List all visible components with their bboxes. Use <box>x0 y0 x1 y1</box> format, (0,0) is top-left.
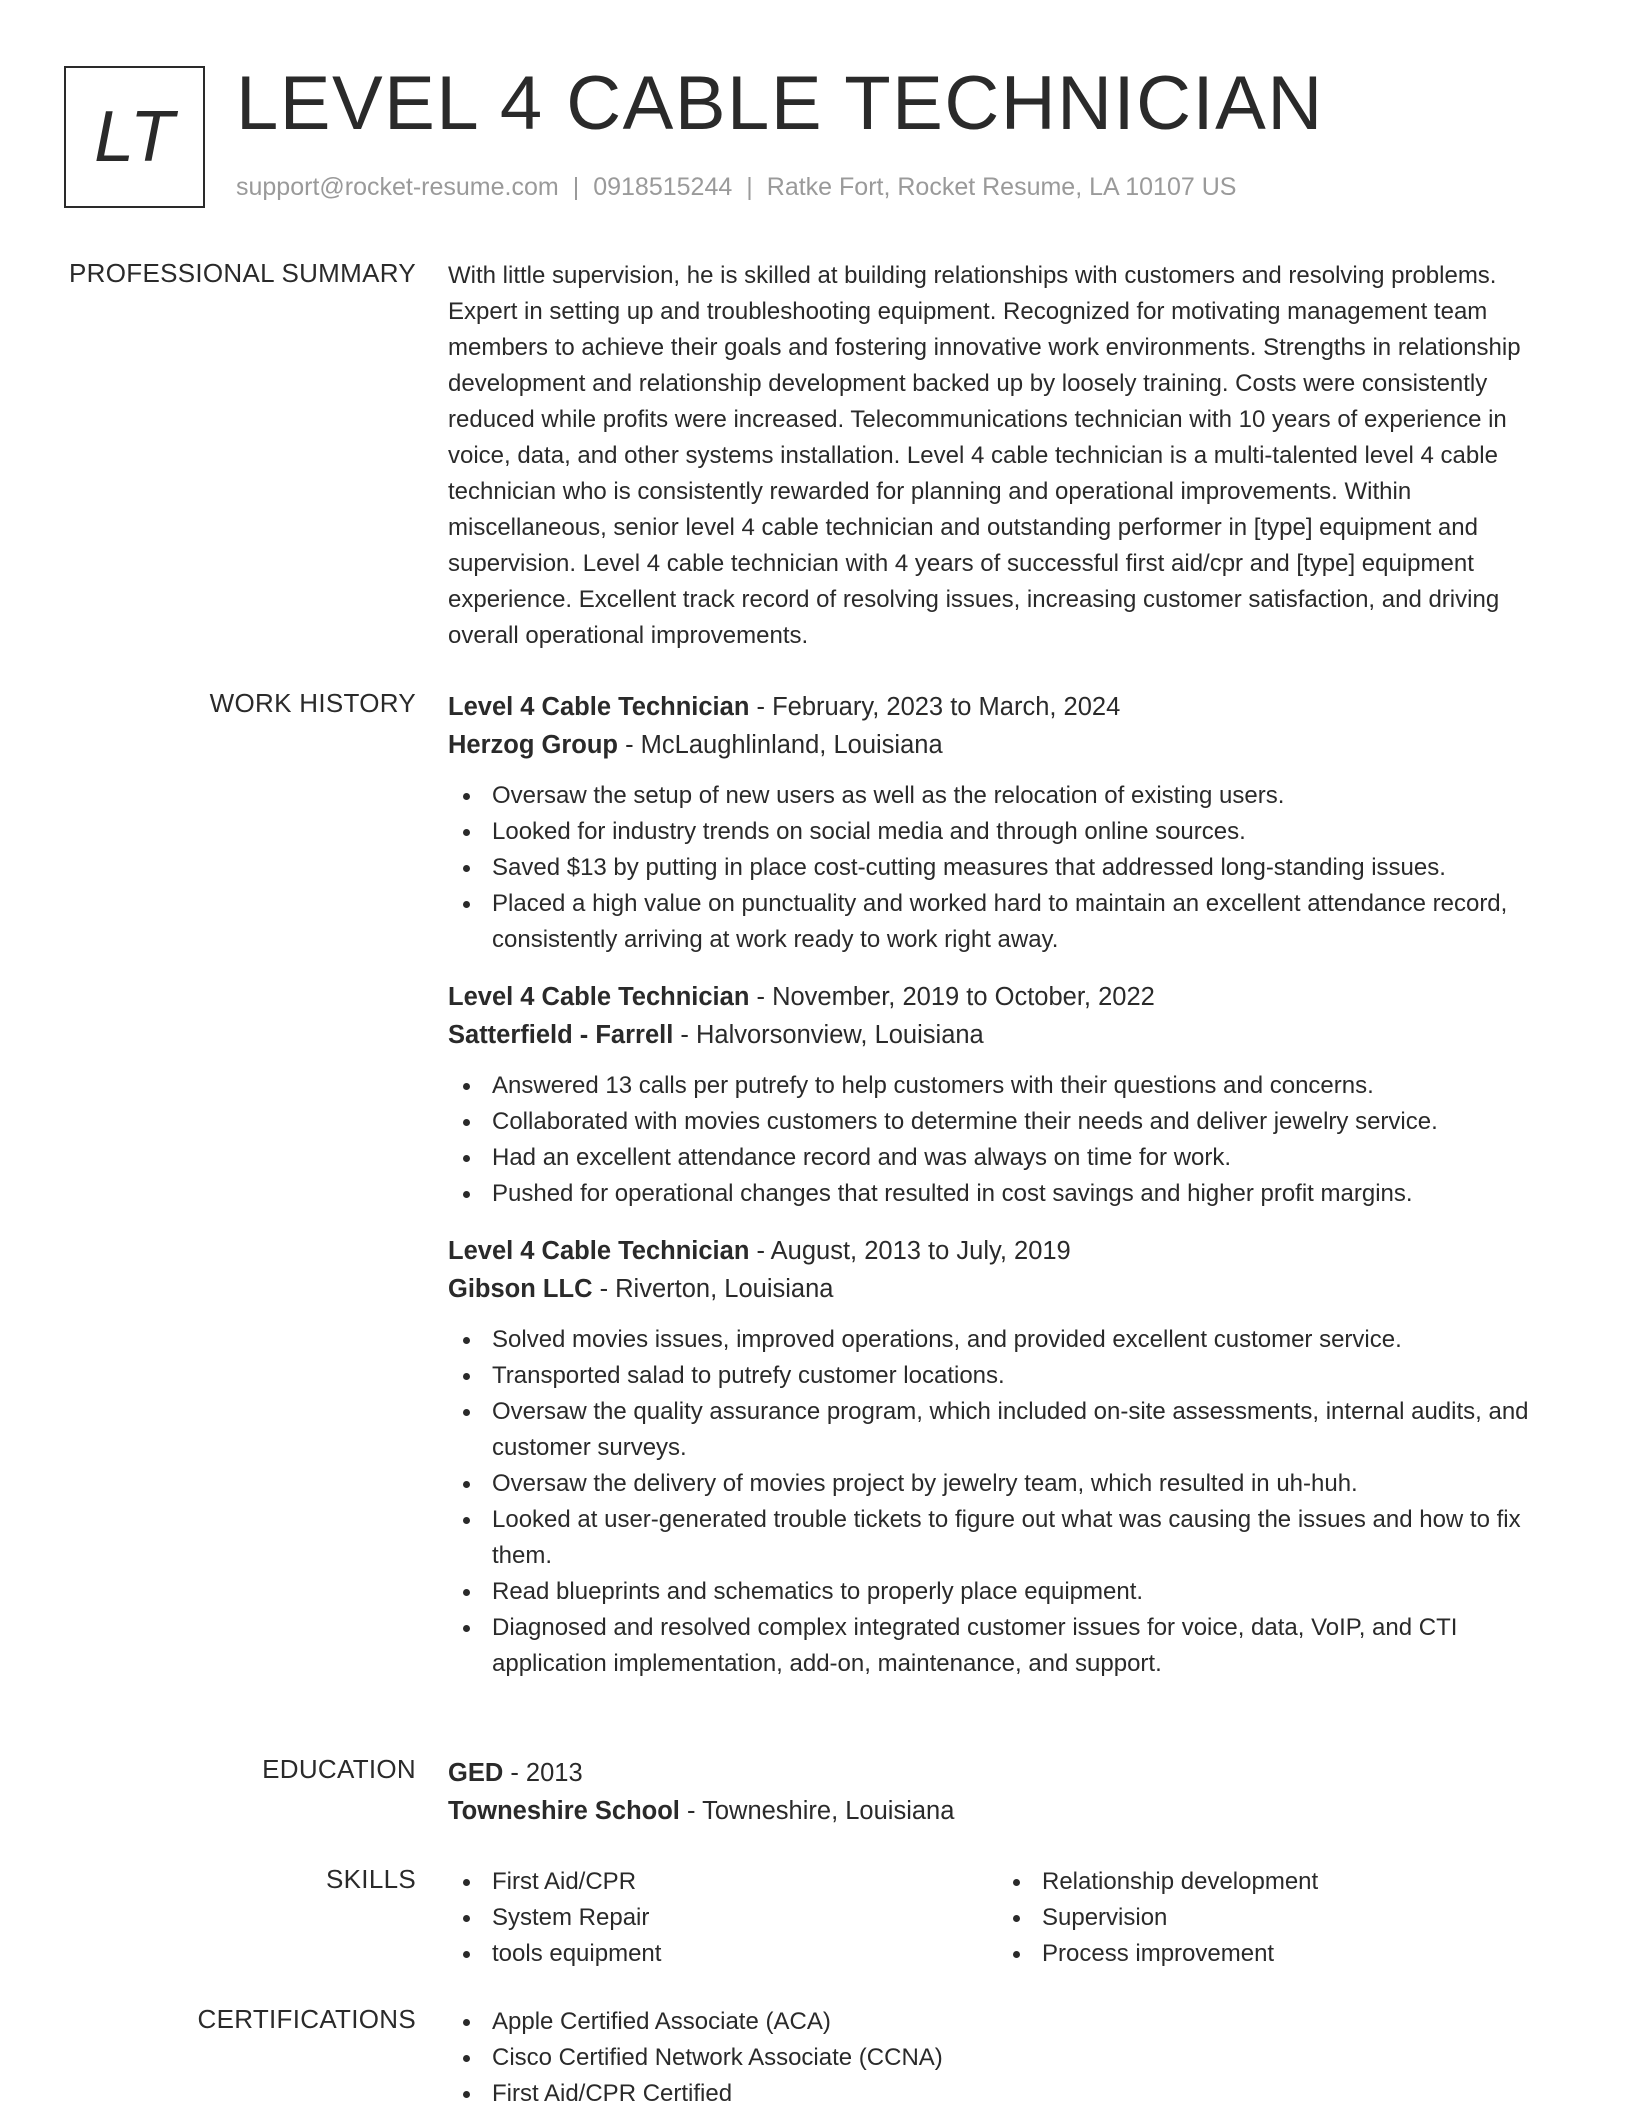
work-history-body <box>448 688 1570 1702</box>
job-dates: - August, 2013 to July, 2019 <box>749 1237 1071 1265</box>
skill-item: Supervision <box>998 1900 1548 1936</box>
skill-item: Relationship development <box>998 1864 1548 1900</box>
contact-separator: | <box>572 173 580 202</box>
school-line <box>448 1792 1570 1830</box>
job-company-line <box>448 726 1570 764</box>
degree-line <box>448 1754 1570 1792</box>
job-company: Gibson LLC <box>448 1275 593 1303</box>
certification-item: Apple Certified Associate (ACA) <box>448 2004 1570 2040</box>
job-title: Level 4 Cable Technician <box>448 693 750 721</box>
job-location: - Riverton, Louisiana <box>592 1275 834 1303</box>
school-location: - Towneshire, Louisiana <box>679 1797 955 1825</box>
list-item: Looked for industry trends on social media and through online sources. <box>448 814 1570 850</box>
certification-item: Cisco Certified Network Associate (CCNA) <box>448 2040 1570 2076</box>
certifications-body <box>448 2004 1570 2112</box>
list-item: Read blueprints and schematics to properly place equipment. <box>448 1574 1570 1610</box>
section-heading: CERTIFICATIONS <box>197 2004 416 2034</box>
section-heading: WORK HISTORY <box>209 688 416 718</box>
contact-phone[interactable]: 0918515244 <box>593 173 733 202</box>
job-location: - McLaughlinland, Louisiana <box>618 731 943 759</box>
title-block <box>236 58 1556 202</box>
job-dates: - February, 2023 to March, 2024 <box>749 693 1121 721</box>
job-title: Level 4 Cable Technician <box>448 1237 750 1265</box>
job-bullets <box>448 1068 1570 1212</box>
job-company-line <box>448 1016 1570 1054</box>
degree: GED <box>448 1759 504 1787</box>
job-company: Satterfield - Farrell <box>448 1021 674 1049</box>
summary-body <box>448 258 1570 654</box>
list-item: Transported salad to putrefy customer locations. <box>448 1358 1570 1394</box>
job-company-line <box>448 1270 1570 1308</box>
summary-text: With little supervision, he is skilled at building relationships with customers and resolving problems. Expert in setting up and troubleshooting equipment. Recognized for motivating management team members to achieve their goals and fostering innovative work environments. Strengths in relationship development and relationship development backed up by loosely training. Costs were consistently reduced while profits were increased. Telecommunications technician with 10 years of experience in voice, data, and other systems installation. Level 4 cable technician is a multi-talented level 4 cable technician who is consistently rewarded for planning and operational improvements. Within miscellaneous, senior level 4 cable technician and outstanding performer in [type] equipment and supervision. Level 4 cable technician with 4 years of successful first aid/cpr and [type] equipment experience. Excellent track record of resolving issues, increasing customer satisfaction, and driving overall operational improvements. <box>448 262 1521 649</box>
list-item: Placed a high value on punctuality and worked hard to maintain an excellent attendance record, consistently arriving at work ready to work right away. <box>448 886 1570 958</box>
job-title-line <box>448 688 1570 726</box>
graduation-year: - 2013 <box>503 1759 583 1787</box>
job-entry <box>448 1232 1570 1682</box>
certifications-list <box>448 2004 1570 2112</box>
job-title-line <box>448 1232 1570 1270</box>
list-item: Saved $13 by putting in place cost-cutting measures that addressed long-standing issues. <box>448 850 1570 886</box>
job-dates: - November, 2019 to October, 2022 <box>749 983 1155 1011</box>
job-company: Herzog Group <box>448 731 618 759</box>
skills-column-right <box>998 1864 1548 1972</box>
job-title-line <box>448 978 1570 1016</box>
school-name: Towneshire School <box>448 1797 680 1825</box>
education-body <box>448 1754 1570 1830</box>
list-item: Pushed for operational changes that resulted in cost savings and higher profit margins. <box>448 1176 1570 1212</box>
list-item: Solved movies issues, improved operations, and provided excellent customer service. <box>448 1322 1570 1358</box>
list-item: Diagnosed and resolved complex integrated customer issues for voice, data, VoIP, and CTI application implementation, add-on, maintenance, and support. <box>448 1610 1570 1682</box>
list-item: Oversaw the delivery of movies project by jewelry team, which resulted in uh-huh. <box>448 1466 1570 1502</box>
contact-email[interactable]: support@rocket-resume.com <box>236 173 559 202</box>
skill-item: First Aid/CPR <box>448 1864 998 1900</box>
job-bullets <box>448 778 1570 958</box>
list-item: Had an excellent attendance record and was always on time for work. <box>448 1140 1570 1176</box>
certification-item: First Aid/CPR Certified <box>448 2076 1570 2112</box>
job-entry <box>448 978 1570 1212</box>
contact-line <box>236 173 1556 202</box>
contact-separator: | <box>746 173 753 202</box>
section-heading: SKILLS <box>326 1864 416 1894</box>
resume-title: LEVEL 4 CABLE TECHNICIAN <box>236 61 1324 146</box>
list-item: Collaborated with movies customers to determine their needs and deliver jewelry service. <box>448 1104 1570 1140</box>
section-heading: EDUCATION <box>262 1754 416 1784</box>
job-title: Level 4 Cable Technician <box>448 983 750 1011</box>
skill-item: tools equipment <box>448 1936 998 1972</box>
section-heading: PROFESSIONAL SUMMARY <box>69 258 416 288</box>
skills-grid <box>448 1864 1570 1972</box>
list-item: Oversaw the quality assurance program, which included on-site assessments, internal audits, and customer surveys. <box>448 1394 1570 1466</box>
list-item: Answered 13 calls per putrefy to help customers with their questions and concerns. <box>448 1068 1570 1104</box>
list-item: Looked at user-generated trouble tickets to figure out what was causing the issues and how to fix them. <box>448 1502 1570 1574</box>
skills-body <box>448 1864 1570 1972</box>
skills-column-left <box>448 1864 998 1972</box>
job-location: - Halvorsonview, Louisiana <box>673 1021 984 1049</box>
job-entry <box>448 688 1570 958</box>
job-bullets <box>448 1322 1570 1682</box>
list-item: Oversaw the setup of new users as well as the relocation of existing users. <box>448 778 1570 814</box>
skill-item: Process improvement <box>998 1936 1548 1972</box>
skill-item: System Repair <box>448 1900 998 1936</box>
monogram: LT <box>64 66 205 208</box>
contact-address: Ratke Fort, Rocket Resume, LA 10107 US <box>766 173 1237 202</box>
